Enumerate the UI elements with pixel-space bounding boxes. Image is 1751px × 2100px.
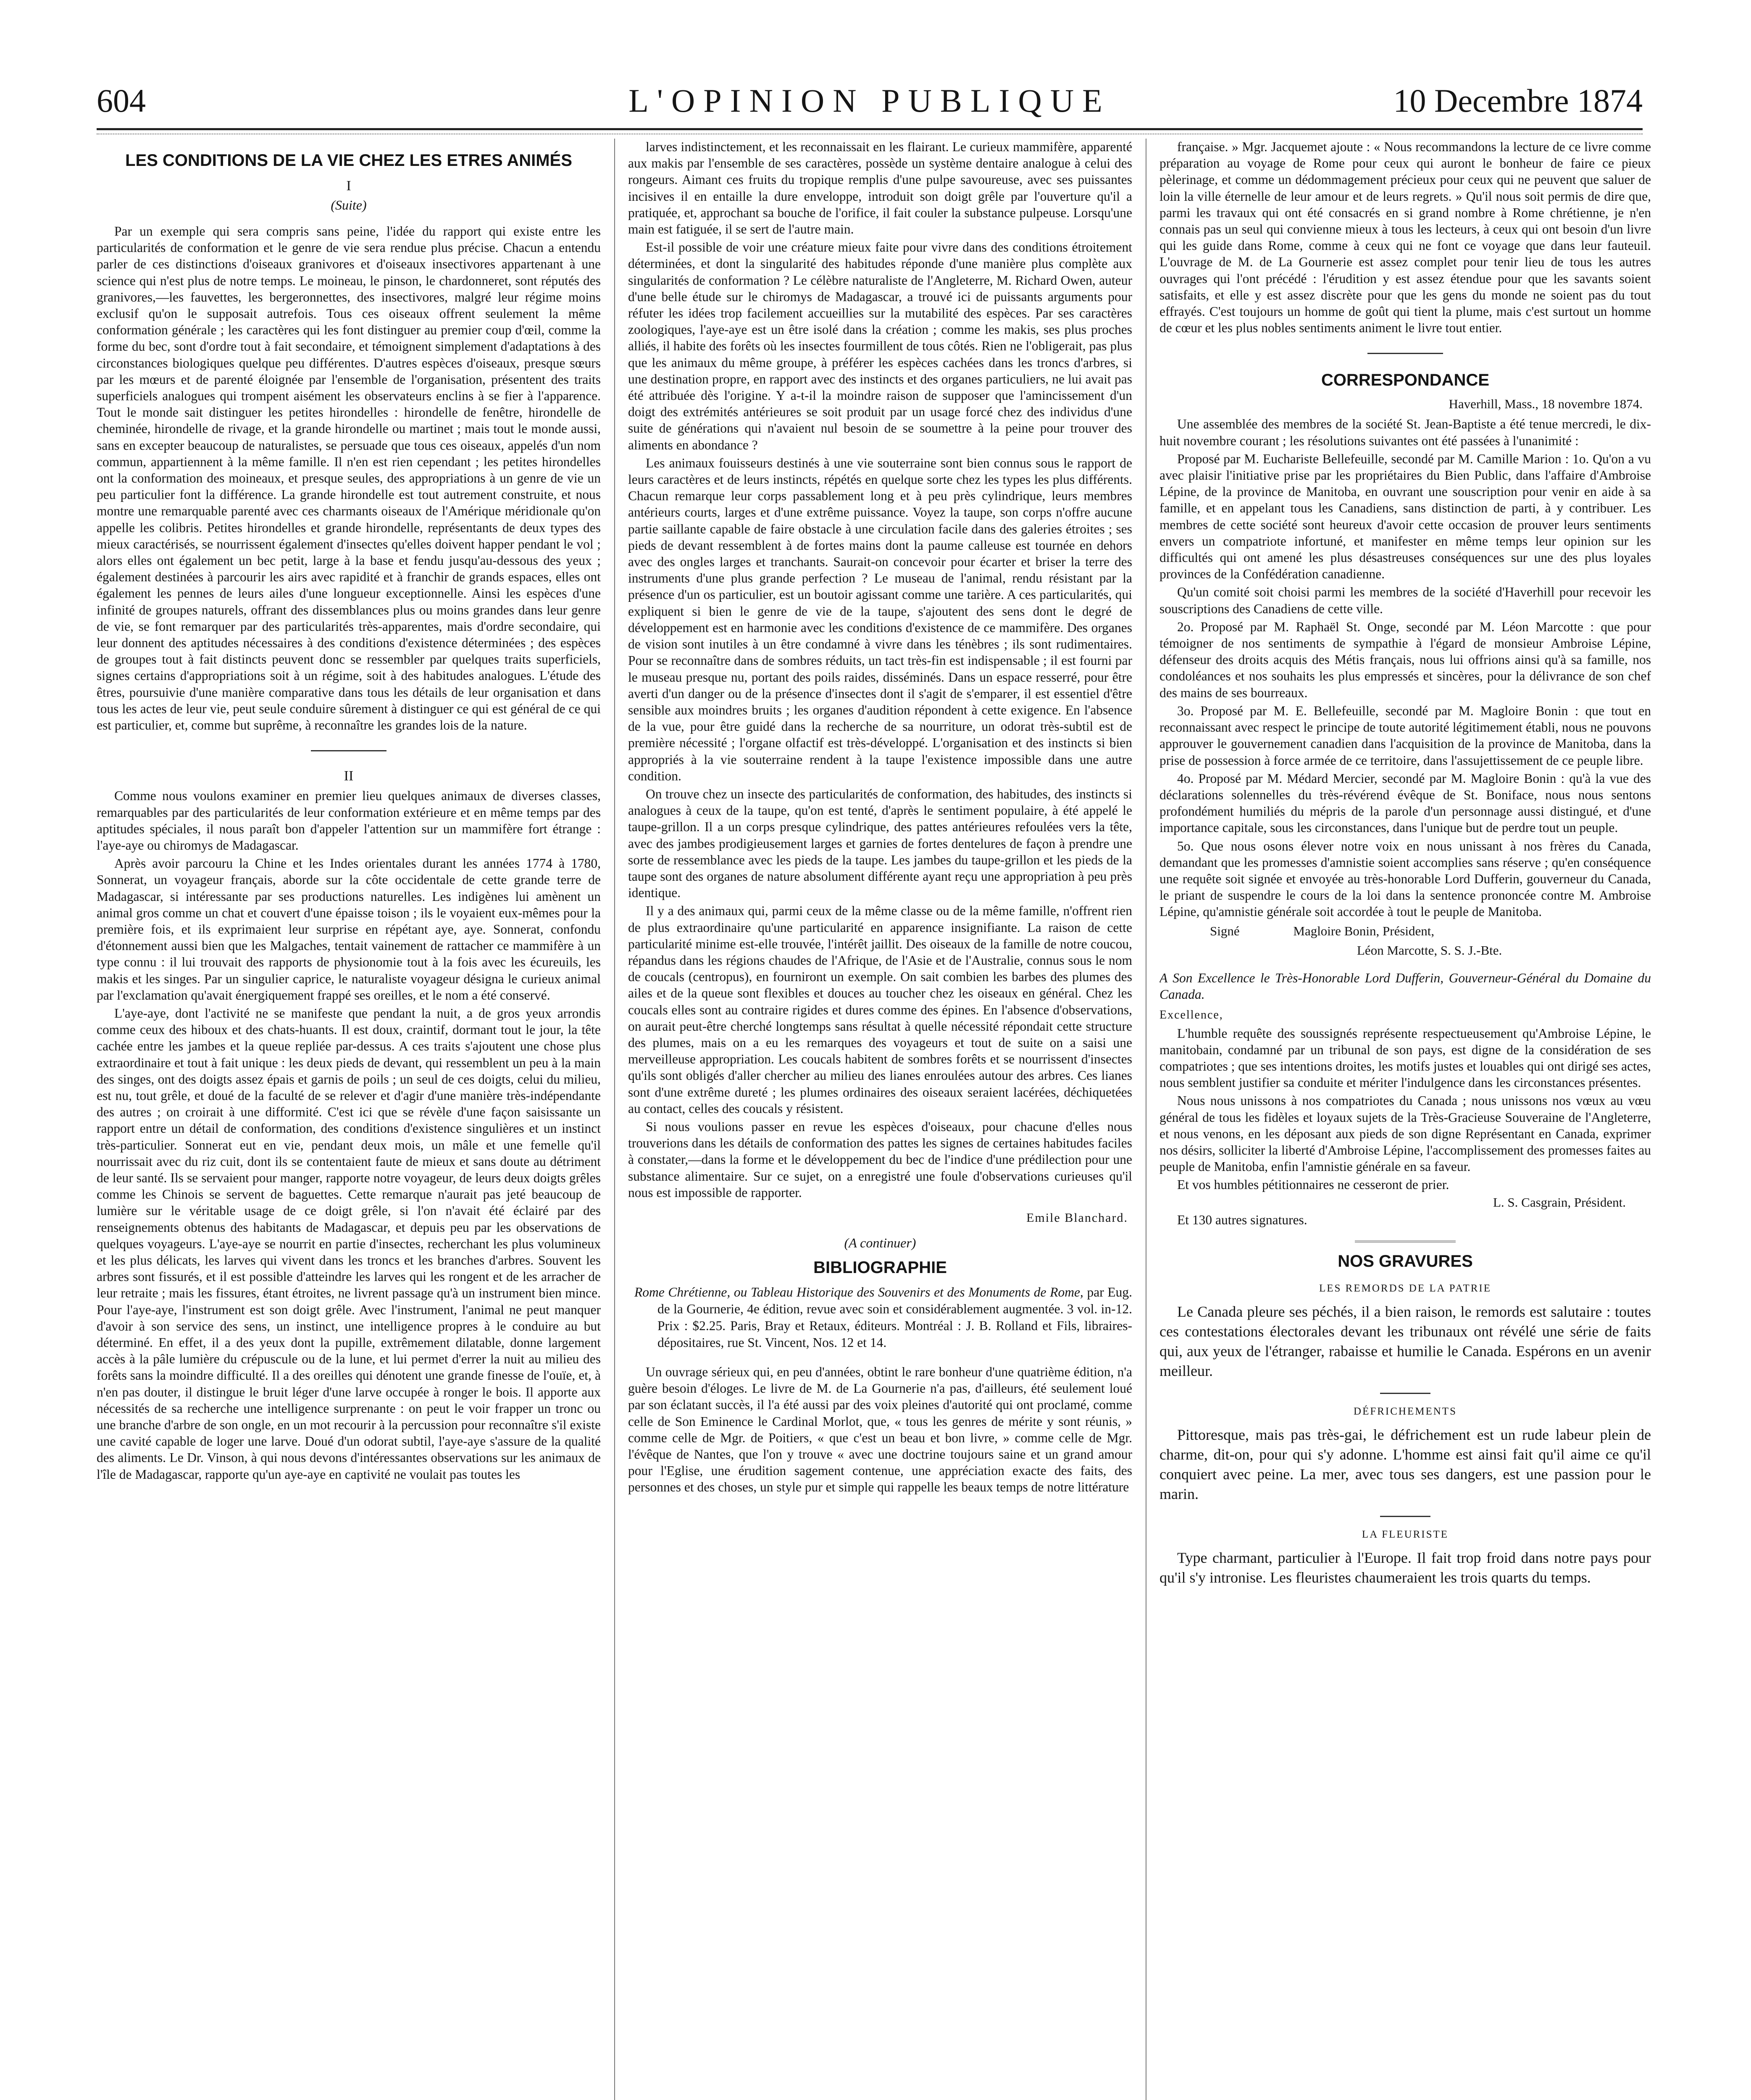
signer-name: Magloire Bonin, Président, xyxy=(1293,923,1435,938)
page-header xyxy=(97,82,1643,128)
article-paragraph: Il y a des animaux qui, parmi ceux de la même classe ou de la même famille, n'offrent rien de plus extraordinaire qu'une particularité en apparence insignifiante. La raison de cette particularité minime est-elle trouvée, l'intérêt jaillit. Des oiseaux de la famille de notre coucou, répandus dans les régions chaudes de l'Afrique, de l'Asie et de l'Australie, connus sous le nom de coucals (centropus), en fourniront un exemple. On sait combien les barbes des plumes des ailes et de la queue sont flexibles et douces au toucher chez les oiseaux en général. Chez les coucals elles sont au contraire rigides et dures comme des épines. En l'absence d'observations, on aurait peut-être cherché longtemps sans résultat à quelle nécessité répondait cette structure des plumes, mais on a eu les remarques des voyageurs et tout de suite on a saisi une merveilleuse appropriation. Les coucals habitent de sombres forêts et se nourrissent d'insectes qu'ils sont obligés d'aller chercher au milieu des lianes enroulées autour des arbres. Ces lianes sont d'une extrême dureté ; les plumes ordinaires des oiseaux seraient lacérées, déchiquetées au contact, celles des coucals y résistent. xyxy=(628,903,1132,1116)
article-paragraph: Par un exemple qui sera compris sans peine, l'idée du rapport qui existe entre les particularités de conformation et le genre de vie sera rendue plus précise. Chacun a entendu parler de ces distinctions d'oiseaux granivores et d'oiseaux insectivores appartenant à une science qui n'est plus de notre temps. Le moineau, le pinson, le chardonneret, sont réputés des granivores,—les fauvettes, les bergeronnettes, des insectivores, malgré leur régime moins exclusif qu'on le supposait autrefois. Tous ces oiseaux offrent seulement la même conformation générale ; les caractères qui les font distinguer au premier coup d'œil, comme la forme du bec, sont d'ordre tout à fait secondaire, et témoignent simplement d'adaptations à des circonstances biologiques quelque peu différentes. D'autres espèces d'oiseaux, presque sœurs par les mœurs et de parenté éloignée par l'ensemble de l'organisation, présentent des traits superficiels analogues qui trompent aisément les observateurs enclins à se fier à l'apparence. Tout le monde sait distinguer les petites hirondelles : hirondelle de fenêtre, hirondelle de cheminée, hirondelle de rivage, et la grande hirondelle ou martinet ; mais tout le monde aussi, sans en excepter beaucoup de naturalistes, se persuade que tous ces oiseaux, appelés d'un nom commun, appartiennent à la même famille. Il n'en est rien cependant ; les petites hirondelles ont la conformation des moineaux, et presque seules, des appropriations à un genre de vie un peu particulier font la différence. La grande hirondelle est tout autrement construite, et nous montre une remarquable parenté avec ces charmants oiseaux de l'Amérique méridionale qu'on appelle les colibris. Petites hirondelles et grande hirondelle, représentants de deux types des mieux caractérisés, se nourrissent également d'insectes qu'elles doivent happer pendant le vol ; alors elles ont également un bec petit, large à la base et fendu jusqu'au-dessous des yeux ; également destinées à parcourir les airs avec rapidité et à franchir de grands espaces, elles ont également les pennes de leurs ailes d'une longueur exceptionnelle. Ainsi les espèces d'une infinité de groupes naturels, offrant des dissemblances plus ou moins grandes dans leur genre de vie, se font remarquer par des particularités très-apparentes, mais d'ordre secondaire, qui leur donnent des aptitudes nécessaires à des conditions d'existence déterminées ; des espèces de groupes tout à fait distincts peuvent donc se ressembler par quelques traits superficiels, signes certains d'appropriations soit à un régime, soit à des habitudes analogues. L'étude des êtres, poursuivie d'une manière comparative dans tous les détails de leur organisation et dans tous les actes de leur vie, peut seule conduire sûrement à distinguer ce qui est général de ce qui est particulier, et, comme but suprême, à reconnaître les grandes lois de la nature. xyxy=(97,224,601,733)
journal-title: L'OPINION PUBLIQUE xyxy=(628,82,1111,119)
column-right xyxy=(1159,139,1651,2100)
letter-paragraph: 3o. Proposé par M. E. Bellefeuille, secondé par M. Magloire Bonin : que tout en reconnaissant avec respect le principe de toute autorité légitimement établi, nous ne pouvons approuver le gouvernement canadien dans l'acquisition de la province de Manitoba, dans la prise de possession à force armée de ce territoire, dans l'assujettissement de ce peuple libre. xyxy=(1159,703,1651,768)
section-rule xyxy=(311,750,386,751)
section-heading-bibliographie: BIBLIOGRAPHIE xyxy=(813,1258,947,1277)
issue-date: 10 Decembre 1874 xyxy=(1393,82,1643,119)
article-paragraph: Si nous voulions passer en revue les espèces d'oiseaux, pour chacune d'elles nous trouverions dans les détails de conformation des pattes les signes de certaines habitudes faciles à constater,—dans la forme et le développement du bec de l'indice d'une prédilection pour une substance alimentaire. Sur ce sujet, on a enregistré une foule d'observations curieuses qu'il nous est impossible de rapporter. xyxy=(628,1119,1132,1200)
article-title: LES CONDITIONS DE LA VIE CHEZ LES ETRES ANIMÉS xyxy=(125,151,572,170)
engraving-paragraph: Pittoresque, mais pas très-gai, le défrichement est un rude labeur plein de charme, dit-on, pour qui s'y adonne. L'homme est ainsi fait qu'il aime ce qu'il conquiert avec peine. La mer, avec tous ses dangers, est une passion pour le marin. xyxy=(1159,1426,1651,1502)
header-rule xyxy=(97,128,1643,130)
dateline: Haverhill, Mass., 18 novembre 1874. xyxy=(1449,396,1643,412)
article-paragraph: larves indistinctement, et les reconnaissait en les flairant. Le curieux mammifère, apparenté aux makis par l'ensemble de ses caractères, possède un système dentaire analogue à celui des rongeurs. Aimant ces fruits du tropique remplis d'une pulpe savoureuse, avec ses puissantes incisives il en entaille la dure enveloppe, introduit son doigt grêle par l'ouverture qu'il a pratiquée, et, approchant sa bouche de l'orifice, il fait couler la substance pulpeuse. Lorsqu'une main est fatiguée, il se sert de l'autre main. xyxy=(628,139,1132,237)
article-paragraph: Comme nous voulons examiner en premier lieu quelques animaux de diverses classes, remarquables par des particularités de leur conformation extérieure et en même temps par des aptitudes spéciales, il nous paraît bon d'appeler l'attention sur un mammifère fort étrange : l'aye-aye ou chiromys de Madagascar. xyxy=(97,788,601,853)
article-paragraph: L'aye-aye, dont l'activité ne se manifeste que pendant la nuit, a de gros yeux arrondis comme ceux des hiboux et des chats-huants. Il est doux, craintif, dormant tout le jour, la tête cachée entre les jambes et la queue repliée par-dessus. A ces traits s'ajoutent une chose plus extraordinaire et tout à fait unique : les deux pieds de devant, qui ressemblent un peu à la main des singes, ont des doigts assez épais et garnis de poils ; un seul de ces doigts, celui du milieu, est nu, tout grêle, et doué de la faculté de se relever et d'agir d'une manière très-indépendante des autres ; on croirait à une difformité. C'est ici que se révèle d'une façon saisissante un rapport entre un détail de conformation, des conditions d'existence singulières et un instinct très-particulier. Sonnerat eut en vie, pendant deux mois, un mâle et une femelle qu'il nourrissait avec du riz cuit, dont ils se contentaient faute de mieux et sans doute au détriment de leur santé. Ils se servaient pour manger, rapporte notre voyageur, de leurs deux doigts grêles comme les Chinois se servent de baguettes. Cette remarque n'aurait pas jeté beaucoup de lumière sur le véritable usage de ce doigt grêle, si l'on n'avait été éclairé par des renseignements obtenus des habitants de Madagascar, et depuis peu par les observations de quelques voyageurs. L'aye-aye se nourrit en partie d'insectes, recherchant les plus volumineux et les plus délicats, les larves qui vivent dans les troncs et les branches d'arbres. Souvent les arbres sont fissurés, et il est possible d'atteindre les larves qui les rongent et de les arracher de leur retraite ; mais les fissures, étant étroites, ne livrent passage qu'à un instrument bien mince. Pour l'aye-aye, l'instrument est son doigt grêle. Avec l'instrument, l'animal ne peut manquer d'avoir à son service des sens, un instinct, une intelligence propres à le conduire au but déterminé. En effet, il a des yeux dont la pupille, extrêmement dilatable, donne largement accès à la pâle lumière du crépuscule ou de la lune, et lui permet d'errer la nuit au milieu des forêts sans la moindre difficulté. Il a des oreilles qui dénotent une grande finesse de l'ouïe, et, à n'en pas douter, il distingue le bruit léger d'une larve occupée à ronger le bois. Il apporte aux nécessités de sa recherche une intelligence surprenante : on peut le voir frapper un tronc ou une branche d'arbre de son ongle, en un mot recourir à la percussion pour reconnaître s'il existe une cavité capable de loger une larve. Doué d'un odorat subtil, l'aye-aye s'assure de la qualité des aliments. Le Dr. Vinson, à qui nous devons d'intéressantes observations sur les animaux de l'île de Madagascar, rapporte qu'un aye-aye en captivité ne voulait pas toutes les xyxy=(97,1005,601,1482)
part-number: II xyxy=(344,768,354,784)
petition-address: A Son Excellence le Très-Honorable Lord Dufferin, Gouverneur-Général du Domaine du Canada. xyxy=(1159,970,1651,1002)
engraving-paragraph: Type charmant, particulier à l'Europe. Il fait trop froid dans notre pays pour qu'il s'y intronise. Les fleuristes chaumeraient les trois quarts du temps. xyxy=(1159,1549,1651,1586)
engraving-paragraph: Le Canada pleure ses péchés, il a bien raison, le remords est salutaire : toutes ces contestations électorales devant les tribunaux ont révélé une série de faits qui, aux yeux de l'étranger, rabaisse et humilie le Canada. Espérons en un avenir meilleur. xyxy=(1159,1303,1651,1379)
letter-paragraph: 4o. Proposé par M. Médard Mercier, secondé par M. Magloire Bonin : qu'à la vue des déclarations solennelles du très-révérend évêque de St. Boniface, nous nous sentons profondément humiliés du mépris de la parole d'un personnage aussi distingué, et d'une importance capitale, sous les circonstances, dans l'unique but de perdre tout un peuple. xyxy=(1159,771,1651,835)
letter-paragraph: 2o. Proposé par M. Raphaël St. Onge, secondé par M. Léon Marcotte : que pour témoigner de nos sentiments de sympathie à l'égard de monsieur Ambroise Lépine, défenseur des droits acquis des Métis français, nous lui offrions ainsi qu'à sa famille, nos condoléances et nos souhaits les plus empressés et sincères, pour la délivrance de son chef des mains de ses bourreaux. xyxy=(1159,619,1651,700)
petition-paragraph: Et 130 autres signatures. xyxy=(1177,1212,1307,1227)
petition-paragraph: Nous nous unissons à nos compatriotes du Canada ; nous unissons nos vœux au vœu général de tous les fidèles et loyaux sujets de la Très-Gracieuse Souveraine de l'Angleterre, et nous venons, en les déposant aux pieds de son digne Représentant en Canada, exprimer nos désirs, solliciter la liberté d'Ambroise Lépine, l'accomplissement des promesses faites au peuple de Manitoba, enfin l'amnistie générale en sa faveur. xyxy=(1159,1093,1651,1174)
article-paragraph: Est-il possible de voir une créature mieux faite pour vivre dans des conditions étroitement déterminées, et dont la singularité des habitudes réponde d'une manière plus complète aux singularités de conformation ? Le célèbre naturaliste de l'Angleterre, M. Richard Owen, auteur d'une belle étude sur le chiromys de Madagascar, a trouvé ici de puissants arguments pour réfuter les idées trop facilement accueillies sur la mutabilité des espèces. Par ses caractères zoologiques, l'aye-aye est un être isolé dans la création ; comme les makis, ses plus proches alliés, il habite des forêts où les insectes fourmillent de tous côtés. Rien ne l'obligerait, pas plus que les animaux du même groupe, à préférer les espèces cachées dans les troncs d'arbres, si une destination propre, en rapport avec des instincts et des organes particuliers, ne lui avait pas été attribuée dès l'origine. Y a-t-il la moindre raison de supposer que l'amincissement d'un doigt des extrémités antérieures se soit produit par un usage forcé chez des individus d'une suite de générations qui n'avaient nul besoin de se soumettre à la peine pour trouver des aliments en abondance ? xyxy=(628,240,1132,452)
petition-signer: L. S. Casgrain, Président. xyxy=(1493,1194,1626,1210)
column-divider xyxy=(614,139,615,2100)
section-heading-correspondance: CORRESPONDANCE xyxy=(1321,371,1490,390)
section-rule xyxy=(1367,353,1443,354)
salutation: Excellence, xyxy=(1159,1008,1223,1021)
engraving-subheading: DÉFRICHEMENTS xyxy=(1354,1405,1457,1417)
part-number: I xyxy=(346,178,351,194)
engraving-subheading: LES REMORDS DE LA PATRIE xyxy=(1319,1282,1491,1294)
signer-name: Léon Marcotte, S. S. J.-Bte. xyxy=(1357,942,1502,958)
letter-paragraph: 5o. Que nous osons élever notre voix en nous unissant à nos frères du Canada, demandant que les promesses d'amnistie soient accomplies sans réserve ; qu'en conséquence une requête soit signée et envoyée au très-honorable Lord Dufferin, gouverneur du Canada, le priant de suspendre le cours de la loi dans la sentence prononcée contre M. Ambroise Lépine, qu'amnistie générale soit accordée à tout le peuple de Manitoba. xyxy=(1159,838,1651,919)
book-title: Rome Chrétienne, ou Tableau Historique des Souvenirs et des Monuments de Rome, xyxy=(634,1285,1083,1299)
letter-paragraph: Proposé par M. Euchariste Bellefeuille, secondé par M. Camille Marion : 1o. Qu'on a vu avec plaisir l'initiative prise par les propriétaires du Bien Public, dans l'affaire d'Ambroise Lépine, de la province de Manitoba, en ouvrant une souscription pour venir en aide à sa famille, et en appelant tous les Canadiens, sans distinction de parti, à y contribuer. Les membres de cette société sont heureux d'avoir cette occasion de prouver leurs sentiments envers un compatriote infortuné, et manifester en même temps leur opinion sur les difficultés qui ont amené les plus désastreuses conséquences sur une des plus loyales provinces de la Confédération canadienne. xyxy=(1159,451,1651,582)
page-number: 604 xyxy=(97,82,146,119)
column-left xyxy=(97,139,601,2100)
author-signature: Emile Blanchard. xyxy=(1026,1211,1128,1225)
review-paragraph: française. » Mgr. Jacquemet ajoute : « Nous recommandons la lecture de ce livre comme préparation au voyage de Rome pour ceux qui auront le bonheur de faire ce pieux pèlerinage, et comme un dédommagement précieux pour ceux qui ne peuvent que saluer de loin la ville éternelle de leur amour et de leurs regrets. » Qu'il nous soit permis de dire que, parmi les travaux qui ont été consacrés en si grand nombre à Rome chrétienne, je n'en connais pas un seul qui convienne mieux à tous les lecteurs, à ceux qui ont besoin d'un livre qui les guide dans Rome, comme à ceux qui ne font ce voyage que dans leur fauteuil. L'ouvrage de M. de La Gournerie est assez complet pour tenir lieu de tous les autres ouvrages qui l'ont précédé : l'érudition y est assez étendue pour que les savants soient satisfaits, et elle y est assez discrète pour que les gens du monde ne soient pas du tout effrayés. C'est toujours un homme de goût qui tient la plume, mais c'est surtout un homme de cœur et les plus nobles sentiments animent le livre tout entier. xyxy=(1159,139,1651,336)
petition-paragraph: Et vos humbles pétitionnaires ne cesseront de prier. xyxy=(1177,1177,1449,1192)
letter-paragraph: Qu'un comité soit choisi parmi les membres de la société d'Haverhill pour recevoir les souscriptions des Canadiens de cette ville. xyxy=(1159,585,1651,616)
engraving-subheading: LA FLEURISTE xyxy=(1362,1528,1449,1540)
continuation-note: (A continuer) xyxy=(844,1235,916,1250)
section-rule xyxy=(1355,1241,1456,1244)
review-paragraph: Un ouvrage sérieux qui, en peu d'années, obtint le rare bonheur d'une quatrième édition, n'a guère besoin d'éloges. Le livre de M. de La Gournerie n'a pas, d'ailleurs, été seulement loué par son éclatant succès, il l'a été aussi par des voix pleines d'autorité qui ont proclamé, comme celle de Son Eminence le Cardinal Morlot, que, « tous les genres de mérite y sont réunis, » comme celle de Mgr. de Poitiers, « que c'est un beau et bon livre, » comme celle de Mgr. l'évêque de Nantes, que l'on y trouve « avec une doctrine toujours saine et un grand amour pour l'Eglise, une érudition sagement contenue, une appréciation exacte des faits, des personnes et des choses, un style pur et simple qui rappelle les beaux temps de notre littérature xyxy=(628,1365,1132,1495)
column-middle xyxy=(628,139,1132,2100)
bibliographic-reference xyxy=(628,1284,1132,1351)
section-rule xyxy=(1380,1393,1430,1394)
signed-label: Signé xyxy=(1210,923,1240,938)
signature-block xyxy=(1210,923,1651,940)
article-paragraph: Les animaux fouisseurs destinés à une vie souterraine sont bien connus sous le rapport de leurs caractères et de leurs instincts, répétés en quelque sorte chez les types les plus différents. Chacun remarque leur corps passablement long et à peu près cylindrique, leurs membres antérieurs courts, larges et d'une extrême puissance. Voyez la taupe, son corps n'offre aucune partie saillante capable de faire obstacle à une circulation facile dans des galeries étroites ; ses pieds de devant ressemblent à de fortes mains dont la paume calleuse est tournée en dehors avec des ongles larges et tranchants. Saurait-on concevoir pour écarter et briser la terre des instruments d'une plus grande perfection ? Le museau de l'animal, rendu résistant par la présence d'un os particulier, est un boutoir agissant comme une tarière. A ces particularités, qui expliquent si bien le genre de vie de la taupe, s'ajoutent des sens dont le degré de développement est en harmonie avec les conditions d'existence de ce mammifère. Des organes de vision sont inutiles à un être condamné à vivre dans les ténèbres ; ils sont rudimentaires. Pour se reconnaître dans de sombres réduits, un tact très-fin est indispensable ; il est fourni par le museau presque nu, portant des poils raides, disséminés. Dans un espace resserré, pour être averti d'un danger ou de la présence d'insectes dont il s'agit de s'emparer, il est essentiel d'être sensible aux moindres bruits ; les organes d'audition répondent à cette exigence. En l'absence de la vue, pour être guidé dans la recherche de sa nourriture, un odorat très-subtil est de première nécessité ; l'organe olfactif est très-développé. L'organisation et des instincts si bien appropriés à la vie souterraine rendent à la taupe l'existence impossible dans une autre condition. xyxy=(628,455,1132,783)
book-details: par Eug. de la Gournerie, 4e édition, revue avec soin et considérablement augmentée. 3 vol. in-12. Prix : $2.25. Paris, Bray et Retaux, éditeurs. Montréal : J. B. Rolland et Fils, libraires-dépositaires, rue St. Vincent, Nos. 12 et 14. xyxy=(657,1285,1132,1350)
letter-paragraph: Une assemblée des membres de la société St. Jean-Baptiste a été tenue mercredi, le dix-huit novembre courant ; les résolutions suivantes ont été passées à l'unanimité : xyxy=(1159,417,1651,448)
section-heading-nos-gravures: NOS GRAVURES xyxy=(1338,1252,1473,1270)
petition-paragraph: L'humble requête des soussignés représente respectueusement qu'Ambroise Lépine, le manitobain, condamné par un tribunal de son pays, est digne de la considération de ses compatriotes ; que ses intentions droites, les motifs justes et louables qui ont dirigé ses actes, nous semblent justifier sa conduite et mériter l'indulgence dans les circonstances présentes. xyxy=(1159,1026,1651,1090)
section-rule xyxy=(1380,1516,1430,1517)
suite-label: (Suite) xyxy=(331,197,367,213)
article-paragraph: On trouve chez un insecte des particularités de conformation, des habitudes, des instincts si analogues à ceux de la taupe, qu'on est tenté, d'après le sentiment populaire, à été appelé le taupe-grillon. Il a un corps presque cylindrique, des pattes antérieures refoulées vers la tête, avec des jambes prodigieusement larges et garnies de fortes dentelures de façon à prendre une sorte de ressemblance avec les pieds de la taupe. Les jambes du taupe-grillon et les pieds de la taupe sont des organes de nature absolument différente ayant reçu une appropriation à peu près identique. xyxy=(628,786,1132,900)
article-paragraph: Après avoir parcouru la Chine et les Indes orientales durant les années 1774 à 1780, Sonnerat, un voyageur français, aborde sur la côte occidentale de cette grande terre de Madagascar, si intéressante par ses productions naturelles. Les indigènes lui amènent un animal gros comme un chat et couvert d'une épaisse toison ; ils le voyaient eux-mêmes pour la première fois, et ils exprimaient leur surprise en répétant aye, aye. Sonnerat, confondu d'étonnement aussi bien que les Malgaches, tentait vainement de rattacher ce mammifère à un type connu : il lui trouvait des rapports de physionomie tout à la fois avec les écureuils, les makis et les singes. Par un singulier caprice, le naturaliste voyageur désigna le curieux animal par l'exclamation qu'avait énergiquement frappé ses oreilles, et le nom a été conservé. xyxy=(97,856,601,1003)
